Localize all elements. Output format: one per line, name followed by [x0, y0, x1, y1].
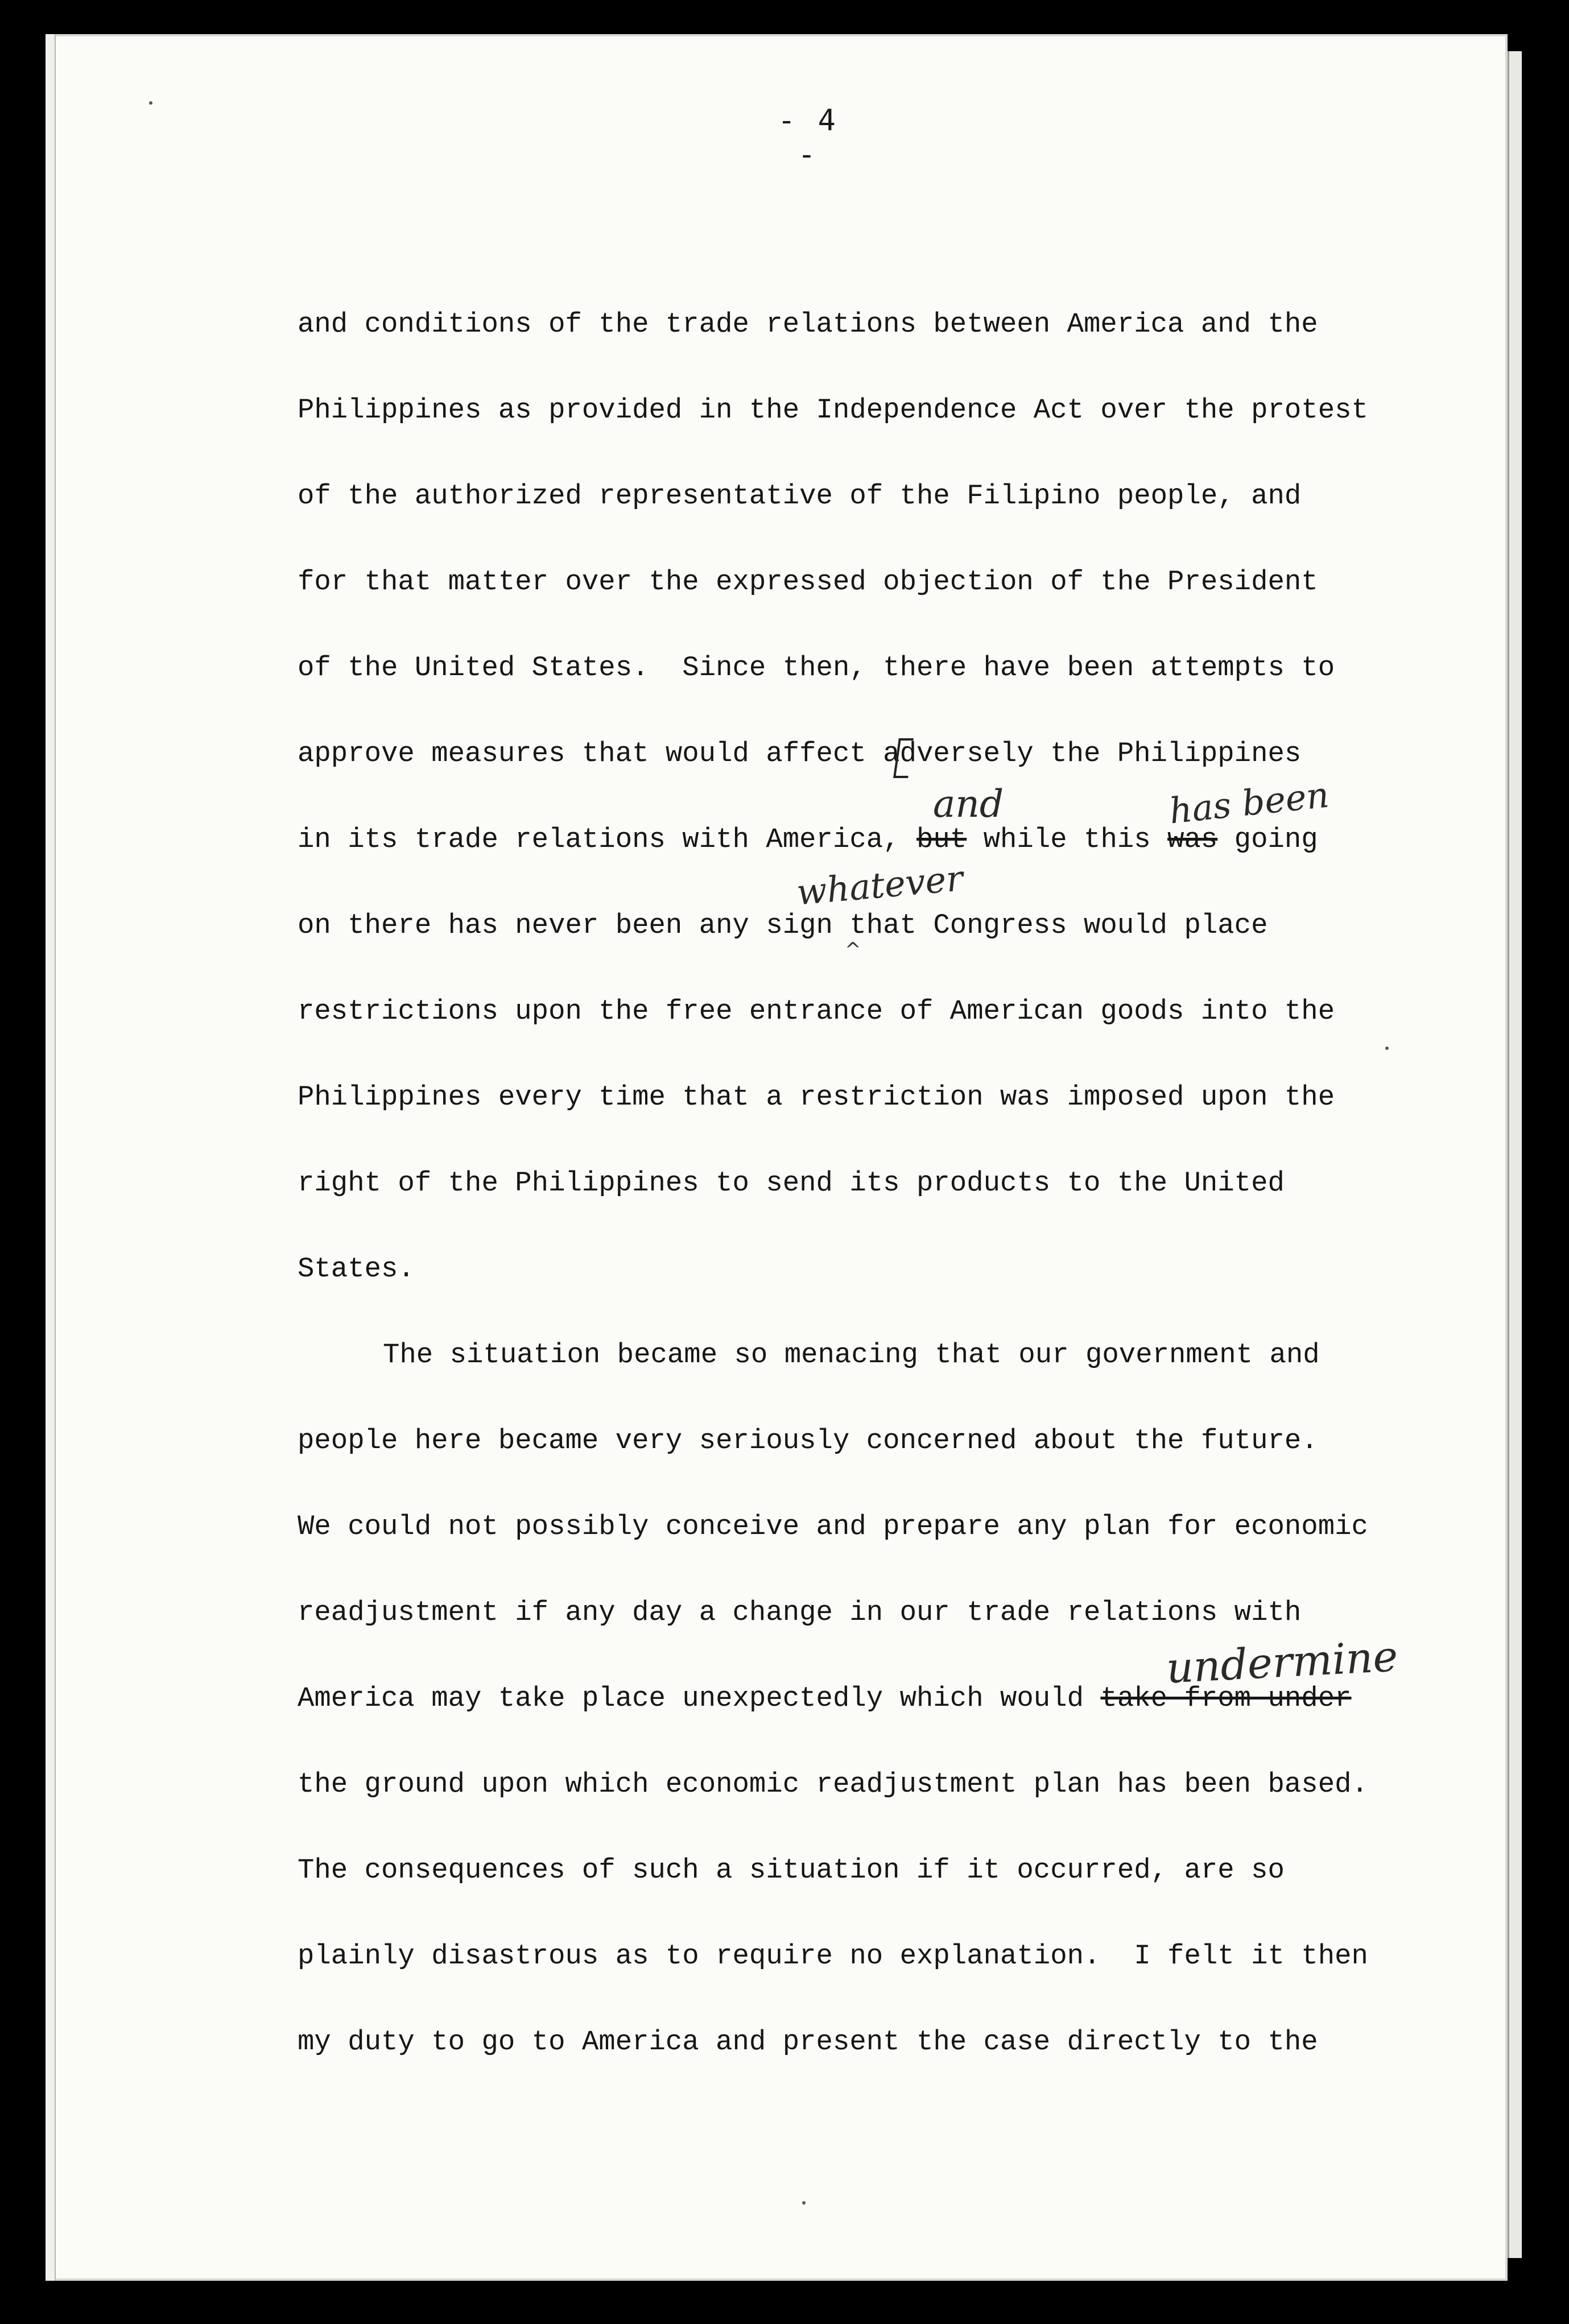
- text-line: [298, 1761, 1447, 1847]
- text-segment: on there has never been any sign that Congress would place: [298, 909, 1268, 941]
- text-line: [298, 2019, 1447, 2105]
- text-segment: Philippines every time that a restriction was imposed upon the: [298, 1081, 1335, 1113]
- paper-speck: [1385, 1047, 1389, 1050]
- text-segment: right of the Philippines to send its products to the United: [298, 1167, 1285, 1199]
- text-segment: of the United States. Since then, there have been attempts to: [298, 652, 1335, 684]
- text-segment: States.: [298, 1253, 415, 1285]
- text-line: [298, 473, 1447, 559]
- typed-body-text: [298, 301, 1447, 2105]
- handwritten-insert-has-been: has been: [1167, 774, 1331, 832]
- paper-speck: [149, 101, 152, 105]
- text-line: [298, 903, 1447, 989]
- text-line: [298, 1504, 1447, 1590]
- text-line: [298, 1332, 1447, 1418]
- text-segment: The consequences of such a situation if it occurred, are so: [298, 1854, 1285, 1886]
- text-segment: people here became very seriously concerned about the future.: [298, 1425, 1318, 1457]
- paper-left-edge: [46, 34, 56, 2281]
- text-segment: for that matter over the expressed objection of the President: [298, 566, 1318, 598]
- text-line: [298, 1847, 1447, 1933]
- text-segment: readjustment if any day a change in our trade relations with: [298, 1597, 1302, 1628]
- handwritten-insert-whatever: whatever: [795, 857, 965, 913]
- text-line: [298, 1246, 1447, 1332]
- text-line: [298, 1676, 1447, 1761]
- text-segment: The situation became so menacing that our government and: [383, 1339, 1320, 1371]
- text-line: [298, 645, 1447, 731]
- text-line: [298, 1418, 1447, 1504]
- text-segment: We could not possibly conceive and prepare any plan for economic: [298, 1511, 1368, 1543]
- text-segment: America may take place unexpectedly which would: [298, 1682, 1101, 1714]
- text-segment: approve measures that would affect adversely the Philippines: [298, 738, 1302, 770]
- text-segment: in its trade relations with America,: [298, 824, 916, 855]
- text-line: [298, 301, 1447, 387]
- text-line: [298, 1074, 1447, 1160]
- text-segment: while this: [967, 824, 1168, 855]
- text-segment: my duty to go to America and present the case directly to the: [298, 2026, 1318, 2058]
- text-line: [298, 387, 1447, 473]
- text-line: [298, 1933, 1447, 2019]
- page-number: - 4 -: [778, 104, 838, 172]
- struck-out-text: but: [916, 824, 967, 855]
- text-segment: going: [1217, 824, 1318, 855]
- paper-speck: [802, 2201, 806, 2205]
- text-segment: restrictions upon the free entrance of American goods into the: [298, 995, 1335, 1027]
- text-segment: Philippines as provided in the Independence Act over the protest: [298, 394, 1368, 426]
- text-segment: of the authorized representative of the Filipino people, and: [298, 480, 1302, 512]
- struck-out-text: take from under: [1100, 1682, 1352, 1714]
- text-segment: and conditions of the trade relations between America and the: [298, 308, 1318, 340]
- insertion-caret-mark: ^: [845, 938, 861, 961]
- text-line: [298, 989, 1447, 1074]
- handwritten-insert-and: and: [933, 782, 1004, 826]
- struck-out-text: was: [1167, 824, 1218, 855]
- handwritten-insert-undermine: undermine: [1165, 1632, 1399, 1693]
- paper-right-edge: [1508, 51, 1522, 2258]
- text-segment: plainly disastrous as to require no explanation. I felt it then: [298, 1940, 1368, 1972]
- text-line: [298, 559, 1447, 645]
- text-line: [298, 1160, 1447, 1246]
- text-segment: the ground upon which economic readjustment plan has been based.: [298, 1768, 1368, 1800]
